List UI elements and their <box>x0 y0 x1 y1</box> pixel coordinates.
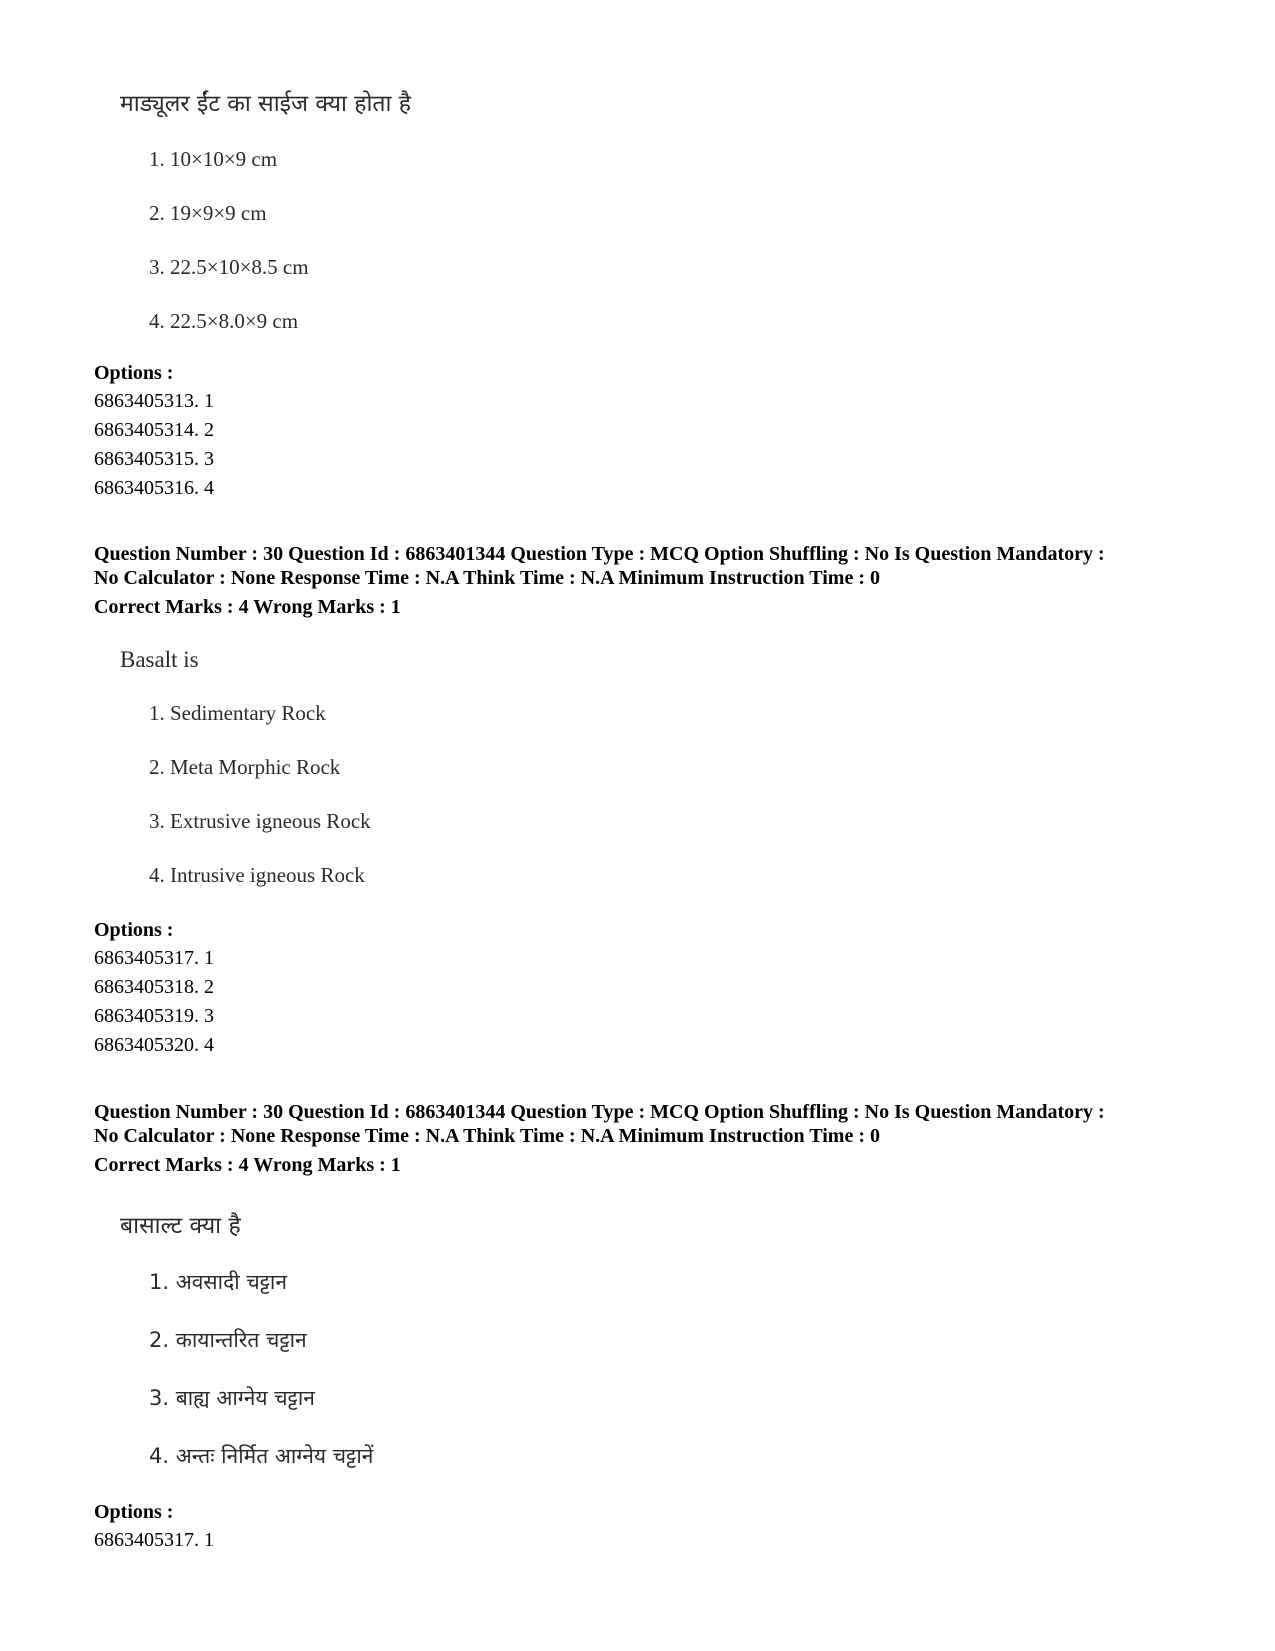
question-meta <box>94 1100 1194 1148</box>
option-id: 6863405317. 1 <box>94 947 214 969</box>
answer-choice-3: 3. Extrusive igneous Rock <box>149 809 371 833</box>
option-id: 6863405313. 1 <box>94 390 214 412</box>
option-id: 6863405318. 2 <box>94 976 214 998</box>
option-id: 6863405316. 4 <box>94 477 214 499</box>
question-meta-line-1: Question Number : 30 Question Id : 6863401344 Question Type : MCQ Option Shuffling : No Is Question Mandatory : <box>94 1101 1105 1123</box>
question-meta-line-2: No Calculator : None Response Time : N.A Think Time : N.A Minimum Instruction Time : 0 <box>94 567 880 589</box>
options-label: Options : <box>94 1501 174 1523</box>
option-id: 6863405319. 3 <box>94 1005 214 1027</box>
question-meta-line-2: No Calculator : None Response Time : N.A Think Time : N.A Minimum Instruction Time : 0 <box>94 1125 880 1147</box>
answer-choice-4: 4. अन्तः निर्मित आग्नेय चट्टानें <box>149 1444 374 1468</box>
options-label: Options : <box>94 362 174 384</box>
answer-choice-2: 2. कायान्तरित चट्टान <box>149 1328 307 1352</box>
question-meta-line-1: Question Number : 30 Question Id : 6863401344 Question Type : MCQ Option Shuffling : No Is Question Mandatory : <box>94 543 1105 565</box>
answer-choice-1: 1. Sedimentary Rock <box>149 701 326 725</box>
question-meta <box>94 542 1194 590</box>
answer-choice-1: 1. 10×10×9 cm <box>149 147 278 171</box>
answer-choice-1: 1. अवसादी चट्टान <box>149 1270 288 1294</box>
answer-choice-4: 4. Intrusive igneous Rock <box>149 863 365 887</box>
answer-choice-2: 2. Meta Morphic Rock <box>149 755 341 779</box>
option-id: 6863405320. 4 <box>94 1034 214 1056</box>
question-text: Basalt is <box>120 647 199 672</box>
answer-choice-2: 2. 19×9×9 cm <box>149 201 267 225</box>
question-text: माड्यूलर ईंट का साईज क्या होता है <box>120 91 412 117</box>
option-id: 6863405315. 3 <box>94 448 214 470</box>
answer-choice-3: 3. 22.5×10×8.5 cm <box>149 255 309 279</box>
options-label: Options : <box>94 919 174 941</box>
question-marks: Correct Marks : 4 Wrong Marks : 1 <box>94 596 401 618</box>
answer-choice-4: 4. 22.5×8.0×9 cm <box>149 309 299 333</box>
answer-choice-3: 3. बाह्य आग्नेय चट्टान <box>149 1386 315 1410</box>
option-id: 6863405314. 2 <box>94 419 214 441</box>
option-id: 6863405317. 1 <box>94 1529 214 1551</box>
question-text: बासाल्ट क्या है <box>120 1213 241 1239</box>
question-marks: Correct Marks : 4 Wrong Marks : 1 <box>94 1154 401 1176</box>
